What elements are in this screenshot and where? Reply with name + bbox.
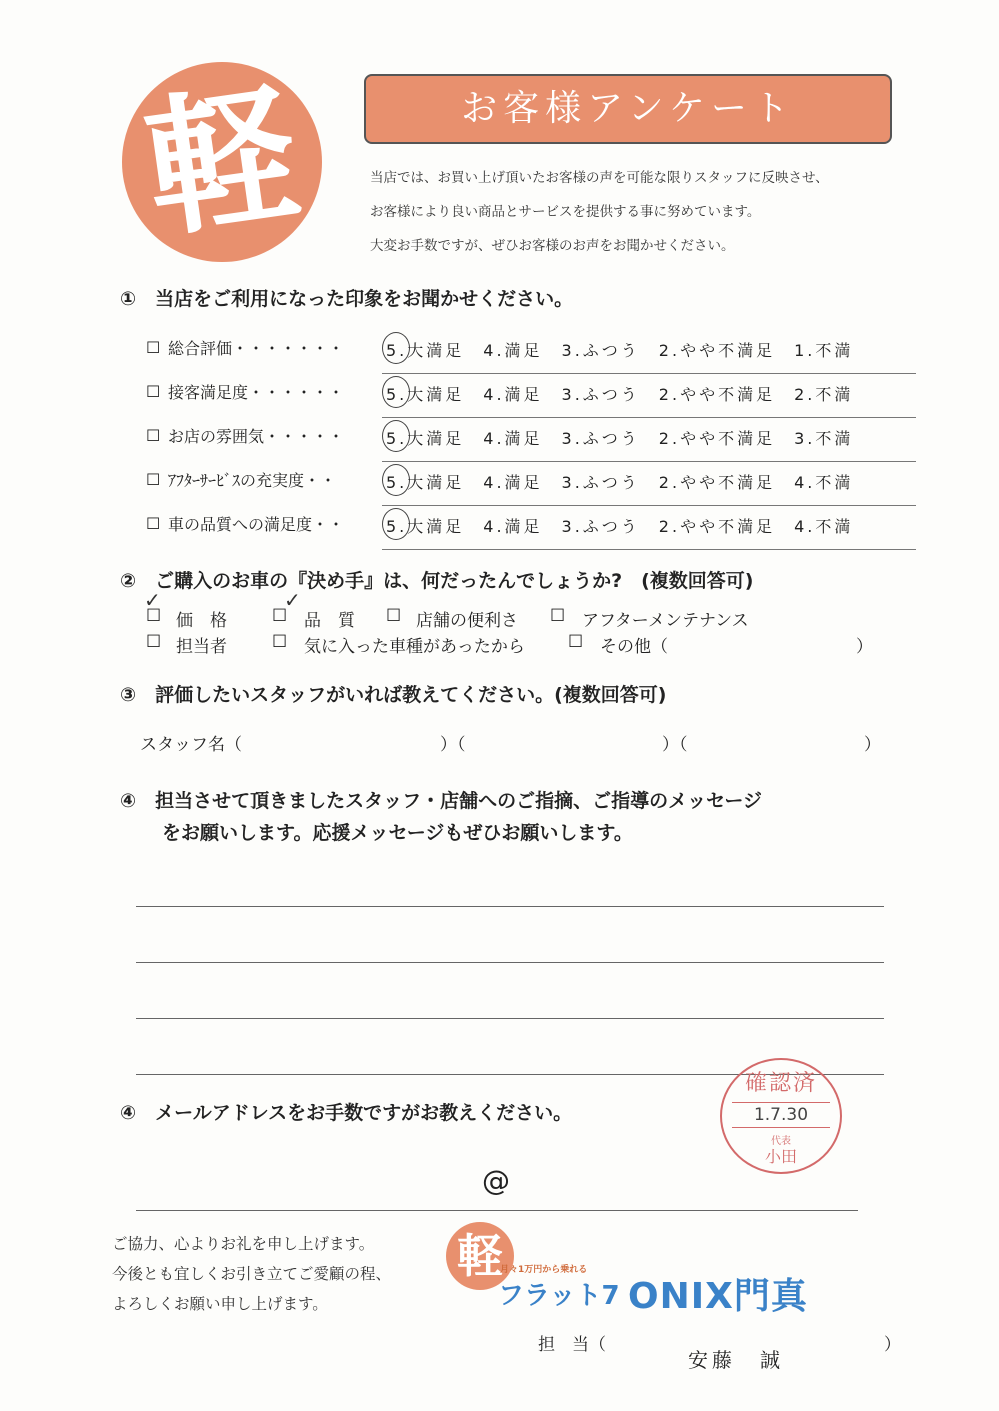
underline <box>382 505 916 506</box>
checkbox[interactable]: ☐ <box>146 514 161 533</box>
rating-label: 総合評価・・・・・・・ <box>168 339 345 358</box>
option-quality: 品 質 <box>304 611 355 631</box>
staff-paren-1: ）（ <box>440 735 466 755</box>
option-other: その他（ <box>600 637 668 657</box>
checkbox-convenience[interactable]: ☐ <box>386 606 402 626</box>
option-convenience: 店舗の便利さ <box>416 611 518 631</box>
staff-name-field-1[interactable] <box>256 724 436 748</box>
rating-row-aftersales <box>146 466 916 506</box>
rating-scale: 5.大満足 4.満足 3.ふつう 2.やや不満足 4.不満 <box>386 517 854 536</box>
title-banner <box>364 74 892 144</box>
intro-line-2: お客様により良い商品とサービスを提供する事に努めています。 <box>370 204 761 220</box>
confirmation-stamp <box>720 1058 842 1174</box>
message-line-3[interactable] <box>136 1018 884 1019</box>
at-sign: @ <box>482 1164 510 1197</box>
intro-line-1: 当店では、お買い上げ頂いたお客様の声を可能な限りスタッフに反映させ、 <box>370 170 829 186</box>
intro-line-3: 大変お手数ですが、ぜひお客様のお声をお聞かせください。 <box>370 238 735 254</box>
rating-label: お店の雰囲気・・・・・ <box>168 427 345 446</box>
checkbox-price[interactable]: ☐ <box>146 606 162 626</box>
checkbox-maintenance[interactable]: ☐ <box>550 606 566 626</box>
underline <box>382 417 916 418</box>
checkbox-quality[interactable]: ☐ <box>272 606 288 626</box>
underline <box>382 373 916 374</box>
logo-char: 軽 <box>135 64 309 260</box>
rating-scale: 5.大満足 4.満足 3.ふつう 2.やや不満足 4.不満 <box>386 473 854 492</box>
staff-paren-3: ） <box>864 735 881 755</box>
q4-heading-line-1: ④ 担当させて頂きましたスタッフ・店舗へのご指摘、ご指導のメッセージ <box>120 790 762 812</box>
rating-scale: 5.大満足 4.満足 3.ふつう 2.やや不満足 3.不満 <box>386 429 854 448</box>
option-maintenance: アフターメンテナンス <box>582 611 749 631</box>
message-line-2[interactable] <box>136 962 884 963</box>
checkbox-other[interactable]: ☐ <box>568 632 584 652</box>
checkbox[interactable]: ☐ <box>146 426 161 445</box>
brand-name-flat7: フラット7・ <box>498 1281 646 1311</box>
staff-name-label: スタッフ名（ <box>140 735 242 755</box>
staff-name-field-2[interactable] <box>500 724 660 748</box>
q3-heading: ③ 評価したいスタッフがいれば教えてください。(複数回答可) <box>120 684 667 706</box>
stamp-title: 確認済 <box>744 1071 817 1096</box>
stamp-role: 代表 <box>771 1136 791 1147</box>
q1-heading: ① 当店をご利用になった印象をお聞かせください。 <box>120 288 574 310</box>
staff-in-charge-close: ） <box>884 1335 901 1355</box>
staff-in-charge-label: 担 当（ <box>538 1335 606 1355</box>
brand-name-onix: ONIX門真 <box>628 1276 808 1317</box>
checkbox-staff[interactable]: ☐ <box>146 632 162 652</box>
closing-line-1: ご協力、心よりお礼を申し上げます。 <box>112 1235 375 1253</box>
rating-label: 車の品質への満足度・・ <box>168 515 345 534</box>
option-staff: 担当者 <box>176 637 227 657</box>
staff-paren-2: ）（ <box>662 735 688 755</box>
check-mark-icon: ✓ <box>284 588 301 612</box>
rating-row-quality <box>146 510 916 550</box>
rating-row-service <box>146 378 916 418</box>
closing-line-3: よろしくお願い申し上げます。 <box>112 1295 328 1313</box>
check-mark-icon: ✓ <box>144 588 161 612</box>
closing-line-2: 今後とも宜しくお引き立てご愛顧の程、 <box>112 1265 392 1283</box>
checkbox[interactable]: ☐ <box>146 382 161 401</box>
option-model: 気に入った車種があったから <box>304 637 525 657</box>
staff-name-field-3[interactable] <box>702 724 862 748</box>
stamp-date: 1.7.30 <box>732 1102 830 1128</box>
q2-heading: ② ご購入のお車の『決め手』は、何だったんでしょうか? (複数回答可) <box>120 570 754 592</box>
page-title: お客様アンケート <box>461 88 795 129</box>
rating-label: ｱﾌﾀｰｻｰﾋﾞｽの充実度・・ <box>168 471 337 490</box>
q5-heading: ④ メールアドレスをお手数ですがお教えください。 <box>120 1102 573 1124</box>
message-line-1[interactable] <box>136 906 884 907</box>
rating-row-atmosphere <box>146 422 916 462</box>
rating-scale: 5.大満足 4.満足 3.ふつう 2.やや不満足 2.不満 <box>386 385 854 404</box>
checkbox-model[interactable]: ☐ <box>272 632 288 652</box>
shop-logo <box>122 62 322 262</box>
brand-tagline: 月々1万円から乗れる <box>500 1265 588 1275</box>
brand-logo-char: 軽 <box>457 1229 503 1283</box>
q4-heading-line-2: をお願いします。応援メッセージもぜひお願いします。 <box>162 822 633 844</box>
underline <box>382 461 916 462</box>
rating-row-overall <box>146 334 916 374</box>
underline <box>382 549 916 550</box>
option-price: 価 格 <box>176 611 227 631</box>
staff-in-charge-name: 安藤 誠 <box>688 1348 784 1372</box>
stamp-name: 小田 <box>764 1147 797 1166</box>
email-field[interactable] <box>136 1210 858 1211</box>
option-other-close: ） <box>856 637 873 657</box>
checkbox[interactable]: ☐ <box>146 470 161 489</box>
checkbox[interactable]: ☐ <box>146 338 161 357</box>
rating-label: 接客満足度・・・・・・ <box>168 383 345 402</box>
rating-scale: 5.大満足 4.満足 3.ふつう 2.やや不満足 1.不満 <box>386 341 854 360</box>
